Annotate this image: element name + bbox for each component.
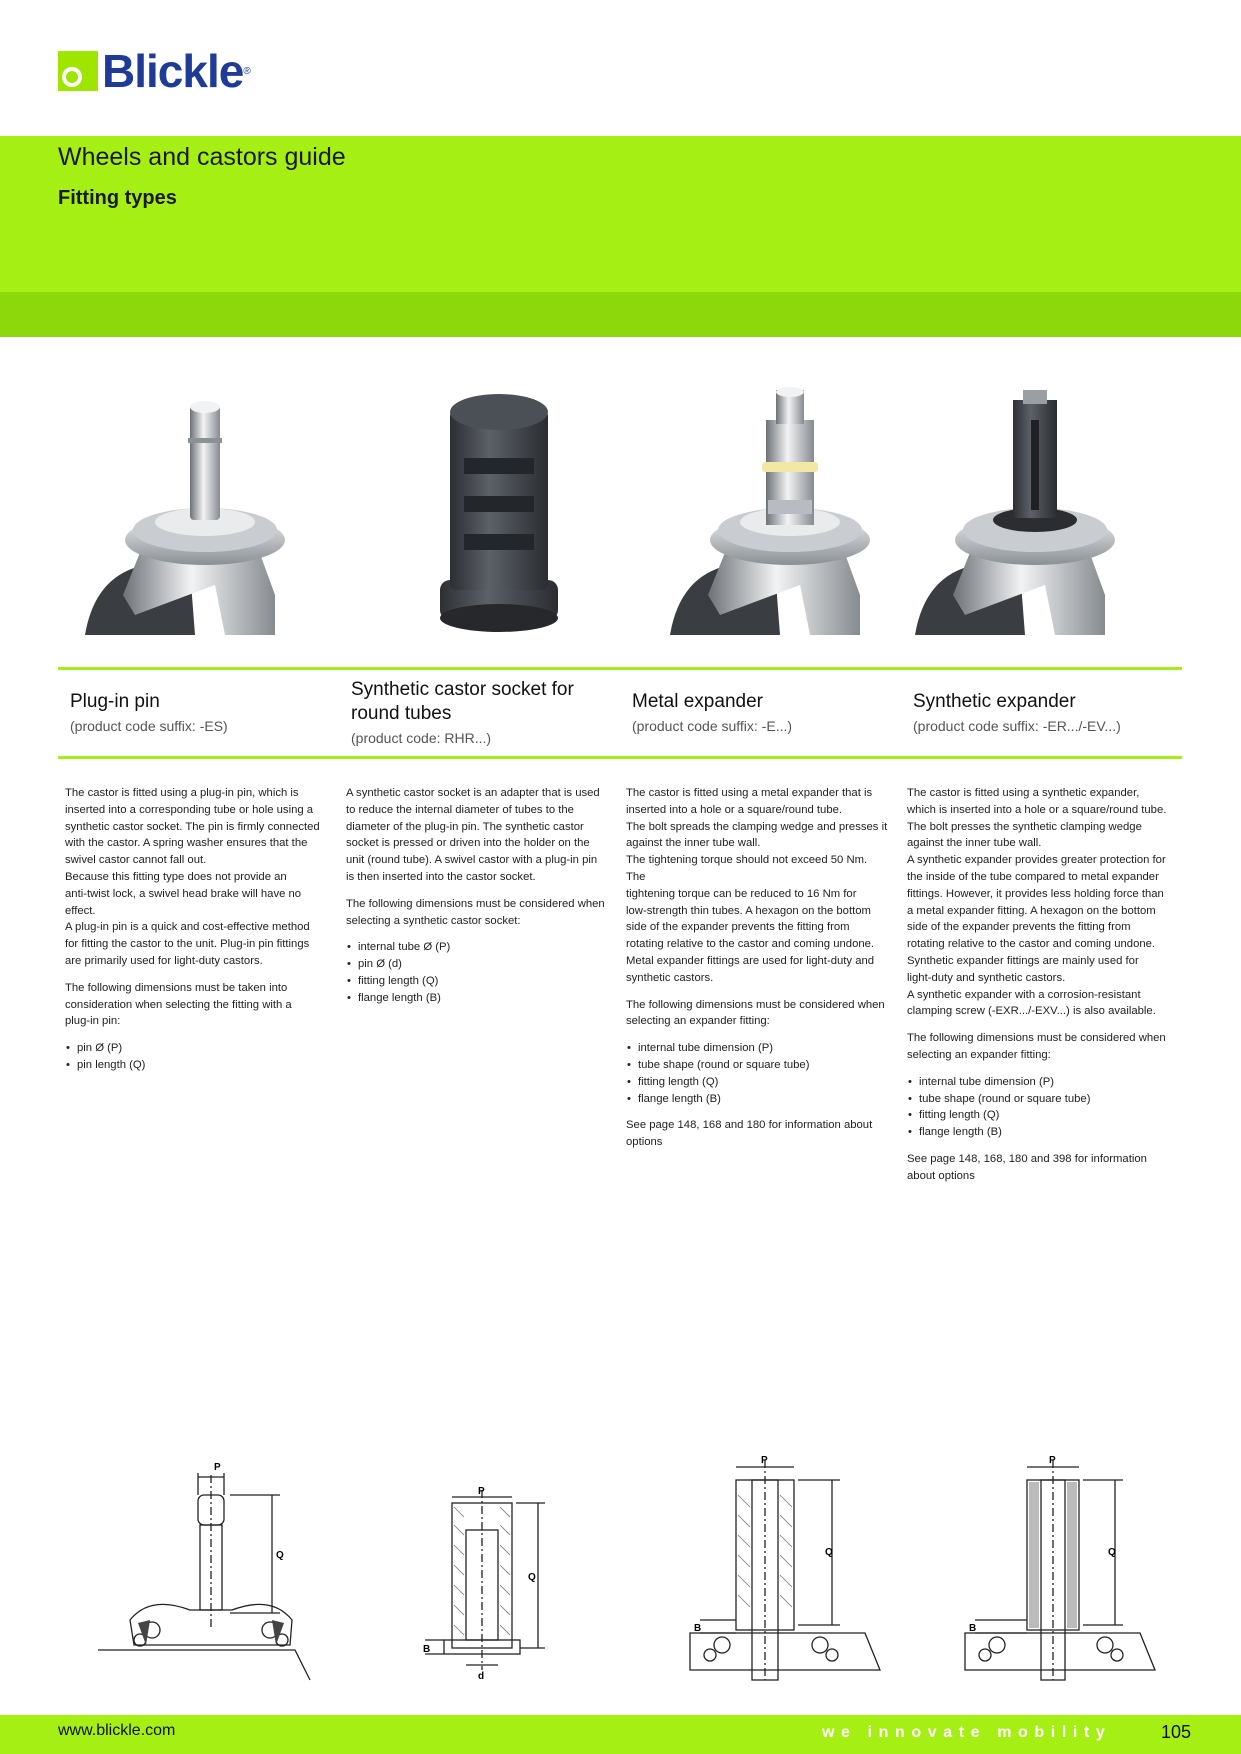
column-synthetic-expander [907,785,1169,1195]
list-item: • internal tube dimension (P) [626,1040,888,1057]
paragraph [346,785,608,886]
dimension-list [907,1074,1169,1141]
dimension-label-q: Q [528,1572,536,1583]
paragraph [626,997,888,1031]
blickle-logo [58,45,251,97]
list-item: • pin length (Q) [65,1057,327,1074]
header-band-dark [0,292,1241,337]
text-line: side of the expander prevents the fitting from [626,921,850,934]
plug-in-pin-photo [75,380,315,635]
heading-title: Plug-in pin [70,691,160,712]
list-item: • pin Ø (P) [65,1040,327,1057]
text-line: against the inner tube wall. [907,837,1042,850]
heading-metal-expander [632,690,902,734]
list-item: • fitting length (Q) [346,973,608,990]
product-code: (product code suffix: -ER.../-EV...) [913,718,1121,734]
text-line: diameter of the plug-in pin. The synthetic castor [346,820,584,833]
text-line: light-duty and synthetic castors. [907,971,1066,984]
text-line: Metal expander fittings are used for light-duty and [626,954,875,967]
text-line: rotating relative to the castor and coming undone. [907,938,1156,951]
paragraph [346,896,608,930]
heading-rule-top [58,667,1182,670]
text-line: The castor is fitted using a synthetic expander, [907,787,1140,799]
text-line: side of the expander prevents the fitting from [907,921,1131,934]
dimension-label-q: Q [825,1547,833,1558]
column-synthetic-socket [346,785,608,1017]
paragraph [907,785,1169,1020]
text-line: unit (round tube). A swivel castor with a plug-in pin [346,854,598,867]
heading-title: Metal expander [632,691,763,712]
list-item: • tube shape (round or square tube) [907,1091,1169,1108]
heading-rule-bottom [58,756,1182,759]
text-line: are primarily used for light-duty castors. [65,954,263,967]
dimension-label-p: P [214,1462,221,1473]
synthetic-expander-photo [905,380,1145,635]
text-line: against the inner tube wall. [626,837,761,850]
product-code: (product code suffix: -E...) [632,718,793,734]
text-line: Because this fitting type does not provide an [65,870,287,883]
dimension-list [626,1040,888,1107]
heading-synthetic-expander [913,690,1183,734]
list-item: • fitting length (Q) [626,1074,888,1091]
dimension-label-p: P [1049,1455,1056,1466]
text-line: low-strength thin tubes. A hexagon on the bottom [626,904,871,917]
list-item: • internal tube Ø (P) [346,939,608,956]
list-item: • flange length (B) [907,1124,1169,1141]
dimension-label-b: B [694,1623,702,1634]
text-line: The following dimensions must be considered when [907,1032,1166,1045]
column-metal-expander [626,785,888,1161]
product-code: (product code suffix: -ES) [70,718,228,734]
text-line: clamping screw (-EXR.../-EXV...) is also available. [907,1005,1156,1018]
synthetic-expander-drawing [955,1455,1165,1685]
list-item: • internal tube dimension (P) [907,1074,1169,1091]
text-line: The following dimensions must be considered when [626,998,885,1011]
options-note [626,1117,888,1151]
heading-title: Synthetic castor socket for round tubes [351,679,574,724]
text-line: inserted into a corresponding tube or hole using a [65,803,314,816]
text-line: See page 148, 168 and 180 for information about [626,1119,873,1132]
text-line: with the castor. A spring washer ensures that the [65,837,308,850]
heading-title: Synthetic expander [913,691,1076,712]
dimension-label-b: B [423,1644,431,1655]
text-line: fittings. However, it provides less holding force than [907,887,1164,900]
paragraph [626,785,888,987]
text-line: which is inserted into a hole or a square/round tube. [907,803,1167,816]
text-line: is then inserted into the castor socket. [346,870,536,883]
text-line: selecting an expander fitting: [626,1015,770,1028]
text-line: selecting an expander fitting: [907,1048,1051,1061]
text-line: synthetic castor socket. The pin is firmly connected [65,820,320,833]
text-line: See page 148, 168, 180 and 398 for information [907,1152,1147,1165]
text-line: A plug-in pin is a quick and cost-effective method [65,921,310,934]
text-line: anti-twist lock, a swivel head brake will have no [65,887,302,900]
plug-in-pin-drawing [90,1455,320,1685]
dimension-label-q: Q [1108,1547,1116,1558]
text-line: options [626,1136,663,1149]
dimension-list [346,939,608,1006]
text-line: The tightening torque should not exceed 50 Nm. The [626,854,868,883]
text-line: Synthetic expander fittings are mainly used for [907,954,1139,967]
text-line: The following dimensions must be taken into [65,981,288,994]
text-line: A synthetic castor socket is an adapter that is used [346,787,600,799]
synthetic-socket-drawing [420,1485,550,1685]
text-line: socket is pressed or driven into the holder on the [346,837,590,850]
paragraph [65,785,327,970]
heading-plug-in-pin [70,690,340,734]
text-line: selecting a synthetic castor socket: [346,914,521,927]
text-line: the inside of the tube compared to metal expander [907,870,1159,883]
text-line: for fitting the castor to the unit. Plug-in pin fittings [65,938,310,951]
dimension-label-p: P [761,1455,768,1466]
heading-synthetic-socket [351,678,621,746]
text-line: to reduce the internal diameter of tubes to the [346,803,574,816]
metal-expander-drawing [680,1455,890,1685]
text-line: tightening torque can be reduced to 16 Nm for [626,887,857,900]
text-line: The castor is fitted using a plug-in pin, which is [65,787,299,799]
text-line: about options [907,1169,975,1182]
page-subtitle: Fitting types [58,187,177,209]
text-line: consideration when selecting the fitting with a [65,998,292,1011]
options-note [907,1151,1169,1185]
product-code: (product code: RHR...) [351,730,492,746]
dimension-label-d: d [478,1671,485,1682]
text-line: The castor is fitted using a metal expander that is [626,787,873,799]
synthetic-socket-photo [420,380,660,635]
list-item: • flange length (B) [626,1091,888,1108]
page-title: Wheels and castors guide [58,143,346,171]
list-item: • pin Ø (d) [346,956,608,973]
text-line: swivel castor cannot fall out. [65,854,207,867]
logo-text: Blickle [102,45,244,97]
list-item: • tube shape (round or square tube) [626,1057,888,1074]
text-line: synthetic castors. [626,971,714,984]
text-line: effect. [65,904,96,917]
metal-expander-photo [660,380,900,635]
paragraph [907,1030,1169,1064]
text-line: inserted into a hole or a square/round tube. [626,803,843,816]
list-item: • flange length (B) [346,990,608,1007]
dimension-label-p: P [478,1486,485,1497]
text-line: plug-in pin: [65,1015,121,1028]
footer-url[interactable]: www.blickle.com [58,1722,176,1739]
text-line: The following dimensions must be considered when [346,897,605,910]
text-line: rotating relative to the castor and coming undone. [626,938,875,951]
page-number: 105 [1161,1722,1192,1742]
logo-mark-icon [58,51,98,91]
text-line: The bolt presses the synthetic clamping wedge [907,820,1142,833]
text-line: a metal expander fitting. A hexagon on the bottom [907,904,1156,917]
dimension-label-q: Q [276,1550,284,1561]
text-line: The bolt spreads the clamping wedge and presses it [626,820,888,833]
registered-mark: ® [243,65,251,77]
list-item: • fitting length (Q) [907,1107,1169,1124]
dimension-label-b: B [969,1623,977,1634]
text-line: A synthetic expander with a corrosion-resistant [907,988,1141,1001]
column-plug-in-pin [65,785,327,1084]
dimension-list [65,1040,327,1074]
paragraph [65,980,327,1030]
text-line: A synthetic expander provides greater protection for [907,854,1166,867]
footer-slogan: we innovate mobility [822,1724,1112,1741]
